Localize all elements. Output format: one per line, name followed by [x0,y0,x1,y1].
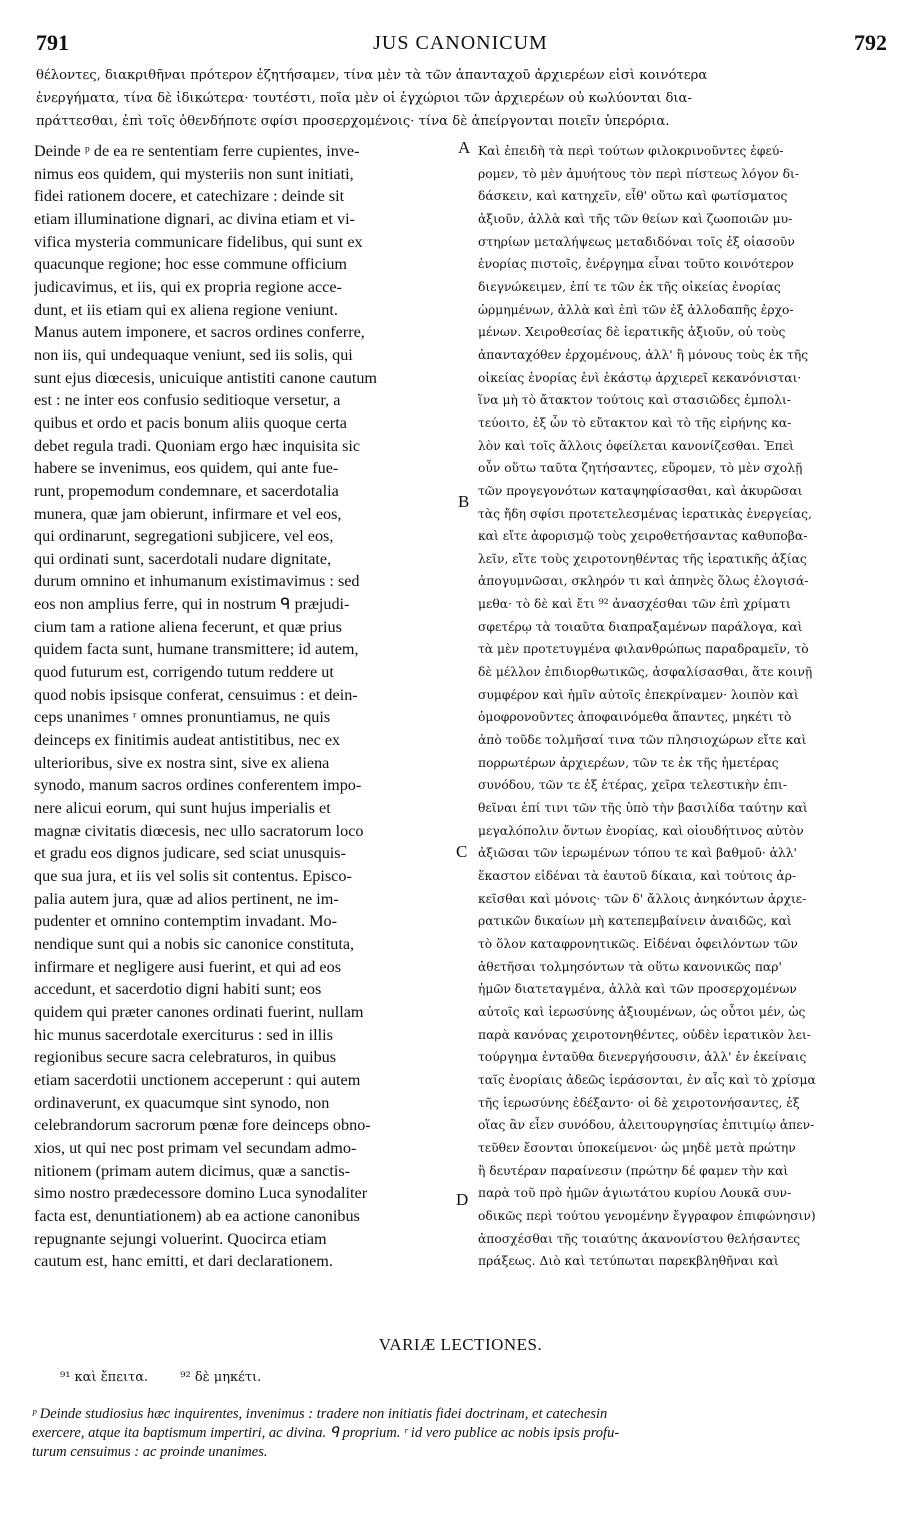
latin-line: hic munus sacerdotale exerciturus : sed in illis [34,1025,333,1044]
latin-line: cium tam a ratione aliena fecerunt, et quæ prius [34,617,342,636]
greek-line: ρατικῶν δικαίων μὴ κατεπεμβαίνειν ἀναιδῶς, καὶ [478,914,792,929]
latin-line: ordinaverunt, ex quacumque sint synodo, non [34,1093,330,1112]
footnotes [32,1405,891,1462]
latin-line: Deinde ᵖ de ea re sententiam ferre cupientes, inve- [34,142,360,160]
variant-reading: ⁹¹ καὶ ἔπειτα. [60,1370,149,1385]
greek-line: δάσκειν, καὶ κατηχεῖν, εἶθ' οὕτω καὶ φωτίσματος [478,189,788,204]
page-number-left: 791 [36,30,69,55]
latin-line: simo nostro prædecessore domino Luca synodaliter [34,1184,368,1203]
latin-line: quod futurum est, corrigendo tutum reddere ut [34,663,334,682]
latin-line: quidem qui præter canones ordinati fuerint, nullam [34,1002,364,1021]
greek-line: τεύοιτο, ἐξ ὧν τὸ εὔτακτον καὶ τὸ τῆς εἰρήνης κα- [478,415,792,430]
greek-line: τὰς ἤδη σφίσι προτετελεσμένας ἱερατικὰς ἐνεργείας, [478,506,812,521]
greek-line: πορρωτέρων ἀρχιερέων, τῶν τε ἐκ τῆς ἡμετέρας [478,755,779,770]
latin-line: fidei rationem docere, et catechizare : deinde sit [34,187,345,206]
greek-line: οὖν οὕτω ταῦτα ζητήσαντες, εὕρομεν, τὸ μὲν σχολῇ [478,461,803,476]
greek-line: διεγνώκειμεν, ἐπί τε τῶν ἐκ τῆς οἰκείας ἐνορίας [478,279,781,294]
latin-line: nere alicui eorum, qui sunt hujus imperialis et [34,799,331,818]
latin-line: synodo, manum sacros ordines conferentem impo- [34,776,362,795]
latin-line: cautum est, hanc emitti, et dari declarationem. [34,1252,333,1271]
greek-line: κεῖσθαι καὶ μόνοις· τῶν δ' ἄλλοις ἀνηκόντων ἀρχιε- [478,891,807,906]
greek-line: τῶν προγεγονότων καταψηφίσασθαι, καὶ ἀκυρῶσαι [478,483,803,498]
greek-line: τούργημα ἐνταῦθα διενεργήσουσιν, ἀλλ' ἐν ἐκείναις [478,1050,807,1065]
greek-line: τῆς ἱερωσύνης ἐδέξαντο· οἱ δὲ χειροτονήσαντες, ἐξ [478,1095,800,1110]
greek-line: τεῦθεν ἔσονται ὑποκείμενοι· ὡς μηδὲ μετὰ πρώτην [478,1140,796,1155]
latin-line: habere se invenimus, eos quidem, qui ante fue- [34,459,339,478]
greek-line: ρομεν, τὸ μὲν ἀμυήτους τὸν περὶ πίστεως λόγον δι- [478,166,800,181]
latin-line: dunt, et iis etiam qui ex aliena regione veniunt. [34,300,338,319]
latin-line: qui ordinati sunt, sacerdotali nudare dignitate, [34,549,332,568]
intro-line: ἐνεργήματα, τίνα δὲ ἰδικώτερα· τουτέστι, ποῖα μὲν οἱ ἐγχώριοι τῶν ἀρχιερέων οὐ κωλύονται δια- [36,91,692,106]
footnote-line: exercere, atque ita baptismum impertiri, ac divina. ᑫ proprium. ʳ id vero publice ac nobis ipsis profu- [32,1425,620,1441]
greek-line: ἀπὸ τοῦδε τολμῆσαί τινα τῶν πλησιοχώρων εἴτε καὶ [478,733,807,748]
greek-line: μεγαλόπολιν ὄντων ἐνορίας, καὶ οἱουδήτινος αὐτὸν [478,823,804,838]
latin-line: etiam sacerdotii unctionem acceperunt : qui autem [34,1070,361,1089]
greek-line: δὲ μέλλον ἐπιδιορθωτικῶς, ἀσφαλίσασθαι, ἅτε κοινῇ [478,665,813,680]
greek-line: τὰ μὲν προτετυγμένα φιλανθρώπως παραδραμεῖν, τὸ [478,642,809,657]
greek-line: λὸν καὶ τοῖς ἄλλοις ὀφείλεται κανονίζεσθαι. Ἐπεὶ [478,438,794,453]
margin-marker-d: D [456,1190,469,1209]
running-title: JUS CANONICUM [373,32,548,54]
latin-line: ulterioribus, sive ex nostra sint, sive ex aliena [34,753,330,772]
latin-line: nimus eos quidem, qui mysteriis non sunt initiati, [34,164,354,183]
latin-line: infirmare et negligere ausi fuerint, et qui ad eos [34,957,341,976]
latin-line: Manus autem imponere, et sacros ordines conferre, [34,323,365,342]
latin-line: palia autem jura, quæ ad alios pertinent, ne im- [34,889,339,908]
greek-line: ἁπανταχόθεν ἐρχομένους, ἀλλ' ἢ μόνους τοὺς ἐκ τῆς [478,347,809,362]
greek-line: καὶ εἴτε ἀφορισμῷ τοὺς χειροθετήσαντας καθυποβα- [478,529,808,544]
latin-line: etiam illuminatione dignari, ac divina etiam et vi- [34,209,355,228]
latin-column [34,140,454,1320]
latin-line: ceps unanimes ʳ omnes pronuntiamus, ne quis [34,708,331,727]
margin-marker-c: C [456,842,468,861]
latin-line: est : ne inter eos confusio seditioque versetur, a [34,391,341,410]
greek-line: μεθα· τὸ δὲ καὶ ἔτι ⁹² ἀνασχέσθαι τῶν ἐπὶ χρίματι [478,597,791,612]
greek-line: ἀξιοῦν, ἀλλὰ καὶ τῆς τῶν θείων καὶ ζωοποιῶν μυ- [478,211,793,226]
greek-line: ἢ δευτέραν παραίνεσιν (πρώτην δέ φαμεν τὴν καὶ [478,1163,789,1178]
greek-line: παρὰ κανόνας χειροτονηθέντες, οὐδὲν ἱερατικὸν λει- [478,1027,811,1042]
greek-line: ἵνα μὴ τὸ ἄτακτον τούτοις καὶ στασιῶδες ἐμπολι- [478,393,791,408]
variant-reading: ⁹² δὲ μηκέτι. [180,1370,262,1385]
page-number-right: 792 [854,30,887,55]
latin-line: celebrandorum sacrorum pœnæ fore deinceps obno- [34,1116,371,1135]
greek-line: θεῖναι ἐπί τινι τῶν τῆς ὑπὸ τὴν βασιλίδα ταύτην καὶ [478,801,808,816]
latin-line: repugnante sejungi voluerint. Quocirca etiam [34,1229,327,1248]
greek-line: ἀξιῶσαι τῶν ἱερωμένων τόπου τε καὶ βαθμοῦ· ἀλλ' [478,846,797,861]
greek-line: λεῖν, εἴτε τοὺς χειροτονηθέντας τῆς ἱερατικῆς ἀξίας [478,551,807,566]
latin-line: magnæ civitatis diœcesis, nec ullo sacratorum loco [34,821,364,840]
latin-line: runt, propemodum condemnare, et sacerdotalia [34,481,339,500]
greek-line: ἕκαστον εἰδέναι τὰ ἑαυτοῦ δίκαια, καὶ τούτοις ἀρ- [478,869,797,883]
greek-line: ἀπογυμνῶσαι, σκληρόν τι καὶ ἀπηνὲς ὅλως ἐλογισά- [478,574,809,589]
greek-line: τὸ ὅλον καταφρονητικῶς. Εἰδέναι ὀφειλόντων τῶν [478,936,798,951]
latin-line: quacunque regione; hoc esse commune officium [34,255,348,274]
footnote-line: ᵖ Deinde studiosius hæc inquirentes, invenimus : tradere non initiatis fidei doctrinam, et catechesin [32,1406,608,1422]
intro-line: θέλοντες, διακριθῆναι πρότερον ἐζητήσαμεν, τίνα μὲν τὰ τῶν ἁπανταχοῦ ἀρχιερέων εἰσὶ κοινότερα [36,68,708,83]
latin-line: sunt ejus diœcesis, unicuique antistiti canone cautum [34,368,378,387]
greek-line: ὁμοφρονοῦντες ἀποφαινόμεθα ἅπαντες, μηκέτι τὸ [478,710,792,725]
latin-line: durum omnino et inhumanum existimavimus : sed [34,572,360,591]
greek-line: στηρίων μεταλήψεως μεταδιδόναι τοῖς ἐξ οἱασοῦν [478,234,795,249]
latin-line: deinceps ex finitimis audeat antistitibus, nec ex [34,731,341,750]
greek-line: Καὶ ἐπειδὴ τὰ περὶ τούτων φιλοκρινοῦντες ἐφεύ- [478,144,784,158]
latin-line: quod nobis ipsisque conferat, censuimus : et dein- [34,685,358,704]
intro-line: πράττεσθαι, ἐπὶ τοῖς ὁθενδήποτε σφίσι προσερχομένοις· τίνα δὲ ἀπείργονται ποιεῖν ὑπερόρια. [36,114,670,129]
page-header [30,30,891,60]
greek-line: ἀποσχέσθαι τῆς τοιαύτης ἀκανονίστου θελήσαντες [478,1231,801,1246]
greek-line: οδικῶς περὶ τούτου γενομένην ἔγγραφον ἐπιφώνησιν) [478,1208,816,1223]
variant-readings [60,1370,289,1385]
latin-line: pudenter et omnino contemptim invadant. Mo- [34,912,338,931]
footnote-line: turum censuimus : ac proinde unanimes. [32,1444,268,1460]
greek-line: ἡμῶν διατεταγμένα, ἀλλὰ καὶ τῶν προσερχομένων [478,982,797,997]
greek-line: ἐνορίας πιστοῖς, ἐνέργημα εἶναι τοῦτο κοινότερον [478,257,794,272]
latin-line: non iis, qui undequaque veniunt, sed iis solis, qui [34,345,353,364]
greek-column [478,140,890,1320]
greek-line: αὐτοῖς καὶ ἱερωσύνης ἀξιουμένων, ὡς οὗτοι μέν, ὡς [478,1004,806,1019]
latin-line: regionibus secure sacra celebraturos, in quibus [34,1048,337,1067]
latin-line: judicavimus, et iis, qui ex propria regione acce- [34,277,342,296]
greek-line: παρὰ τοῦ πρὸ ἡμῶν ἁγιωτάτου κυρίου Λουκᾶ συν- [478,1186,792,1201]
greek-line: ὡρμημένων, ἀλλὰ καὶ ἐπὶ τῶν ἐξ ἀλλοδαπῆς ἐρχο- [478,302,794,317]
latin-line: munera, quæ jam obierunt, infirmare et vel eos, [34,504,342,523]
margin-marker-a: A [458,138,471,157]
latin-line: eos non amplius ferre, qui in nostrum ᑫ præjudi- [34,595,350,614]
greek-line: συνόδου, τῶν τε ἐξ ἑτέρας, χεῖρα τελεστικὴν ἐπι- [478,778,787,793]
greek-line: οἰκείας ἐνορίας ἑνὶ ἑκάστῳ ἀρχιερεῖ κεκανόνισται· [478,370,802,385]
latin-line: qui ordinarunt, segregationi subjicere, vel eos, [34,527,334,546]
greek-line: πράξεως. Διὸ καὶ τετύπωται παρεκβληθῆναι καὶ [478,1254,779,1269]
latin-line: quibus et ordo et pacis bonum aliis quoque certa [34,413,347,432]
latin-line: debet regula tradi. Quoniam ergo hæc inquisita sic [34,436,361,455]
greek-line: ταῖς ἐνορίαις ἀδεῶς ἱεράσονται, ἐν αἷς καὶ τὸ χρίσμα [478,1072,816,1087]
latin-line: accedunt, et sacerdotio digni habiti sunt; eos [34,980,322,999]
greek-line: συμφέρον καὶ ἡμῖν αὐτοῖς ἐπεκρίναμεν· λοιπὸν καὶ [478,687,799,702]
variae-lectiones-heading: VARIÆ LECTIONES. [378,1335,543,1354]
latin-line: quidem facta sunt, humane transmittere; id autem, [34,640,359,659]
latin-line: nitionem (primam autem dicimus, quæ a sanctis- [34,1161,351,1180]
greek-line: οἵας ἂν εἶεν συνόδου, ἀλειτουργησίας ἐπιτιμίῳ ἀπεν- [478,1118,815,1133]
greek-line: σφετέρῳ τὰ τοιαῦτα διαπραξαμένων παράλογα, καὶ [478,619,803,634]
latin-line: nendique sunt qui a nobis sic canonice constituta, [34,934,355,953]
latin-line: vifica mysteria communicare fidelibus, qui sunt ex [34,232,363,251]
margin-marker-b: B [458,492,470,511]
latin-line: que sua jura, et iis vel solis sit contentus. Episco- [34,867,352,885]
greek-line: μένων. Χειροθεσίας δὲ ἱερατικῆς ἀξιοῦν, οὐ τοὺς [478,325,786,340]
latin-line: et gradu eos dignos judicare, sed sciat unusquis- [34,844,346,863]
latin-line: xios, ut qui nec post primam vel secundam admo- [34,1138,357,1157]
latin-line: facta est, denuntiationem) ab ea actione canonibus [34,1206,360,1225]
intro-greek-text [36,64,885,133]
greek-line: ἀθετῆσαι τολμησόντων τὰ οὕτω κανονικῶς παρ' [478,959,782,974]
